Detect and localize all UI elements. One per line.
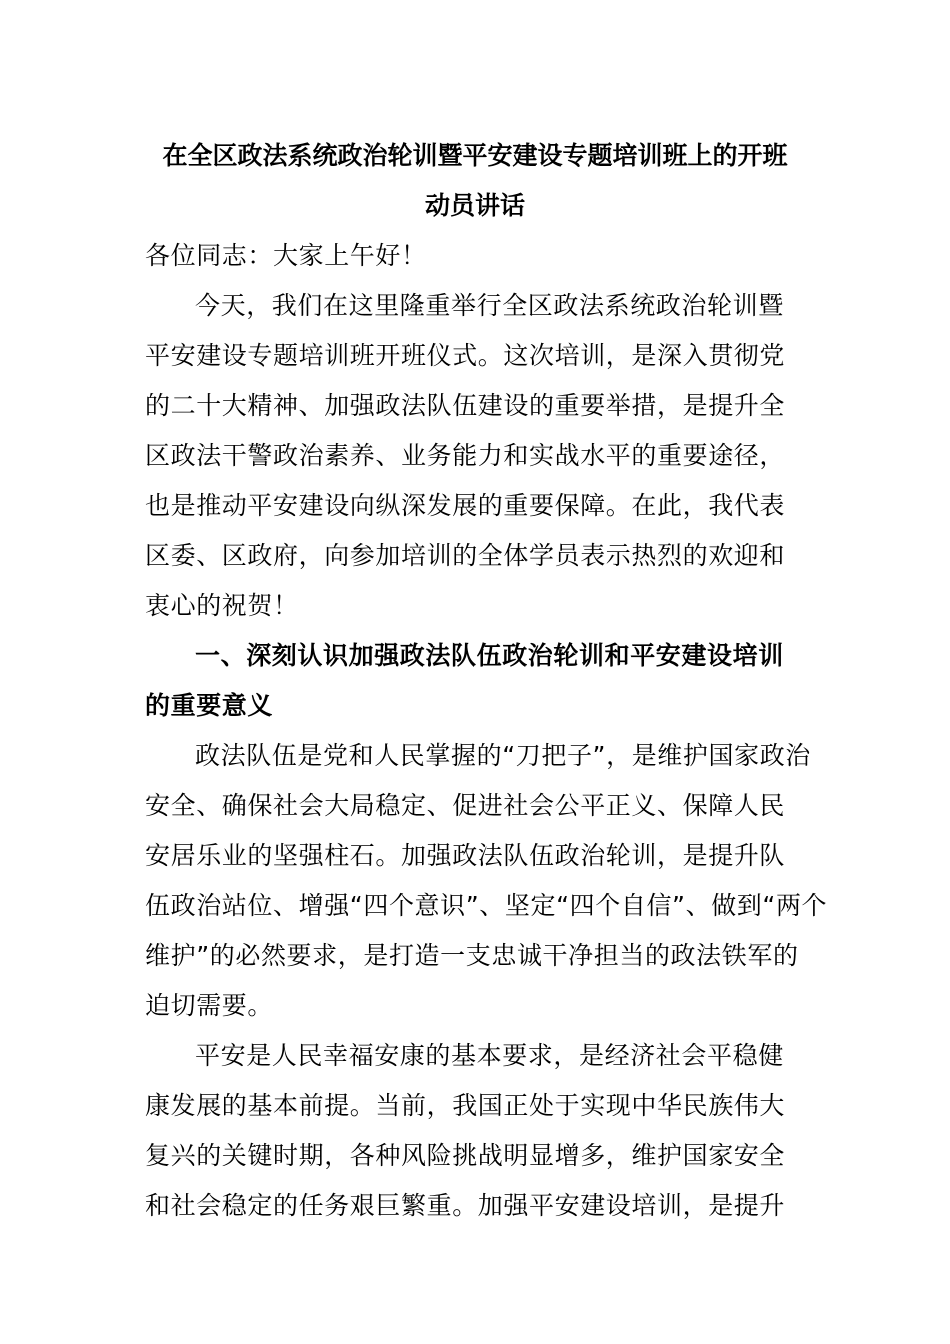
paragraph-2-line-6: 迫切需要。 — [145, 991, 274, 1020]
paragraph-1-line-1: 今天，我们在这里隆重举行全区政法系统政治轮训暨 — [195, 291, 784, 320]
paragraph-3-line-2: 康发展的基本前提。当前，我国正处于实现中华民族伟大 — [145, 1091, 786, 1120]
paragraph-2-line-4: 伍政治站位、增强“四个意识”、坚定“四个自信”、做到“两个 — [145, 891, 828, 920]
paragraph-2-line-1: 政法队伍是党和人民掌握的“刀把子”，是维护国家政治 — [195, 741, 811, 770]
section-heading-1-line-1: 一、深刻认识加强政法队伍政治轮训和平安建设培训 — [195, 641, 784, 670]
paragraph-2-line-5: 维护”的必然要求，是打造一支忠诚干净担当的政法铁军的 — [145, 941, 799, 970]
paragraph-3-line-4: 和社会稳定的任务艰巨繁重。加强平安建设培训，是提升 — [145, 1191, 786, 1220]
paragraph-3-line-3: 复兴的关键时期，各种风险挑战明显增多，维护国家安全 — [145, 1141, 786, 1170]
paragraph-1-line-7: 衷心的祝贺！ — [145, 591, 299, 620]
greeting: 各位同志：大家上午好！ — [145, 241, 427, 270]
paragraph-1-line-6: 区委、区政府，向参加培训的全体学员表示热烈的欢迎和 — [145, 541, 786, 570]
paragraph-1-line-3: 的二十大精神、加强政法队伍建设的重要举措，是提升全 — [145, 391, 786, 420]
section-heading-1-line-2: 的重要意义 — [145, 691, 274, 720]
paragraph-3-line-1: 平安是人民幸福安康的基本要求，是经济社会平稳健 — [195, 1041, 784, 1070]
paragraph-1-line-2: 平安建设专题培训班开班仪式。这次培训，是深入贯彻党 — [145, 341, 786, 370]
document-title-line-1: 在全区政法系统政治轮训暨平安建设专题培训班上的开班 — [162, 141, 788, 170]
document-title-line-2: 动员讲话 — [424, 191, 525, 220]
paragraph-1-line-4: 区政法干警政治素养、业务能力和实战水平的重要途径， — [145, 441, 786, 470]
paragraph-2-line-2: 安全、确保社会大局稳定、促进社会公平正义、保障人民 — [145, 791, 786, 820]
paragraph-1-line-5: 也是推动平安建设向纵深发展的重要保障。在此，我代表 — [145, 491, 786, 520]
paragraph-2-line-3: 安居乐业的坚强柱石。加强政法队伍政治轮训，是提升队 — [145, 841, 786, 870]
